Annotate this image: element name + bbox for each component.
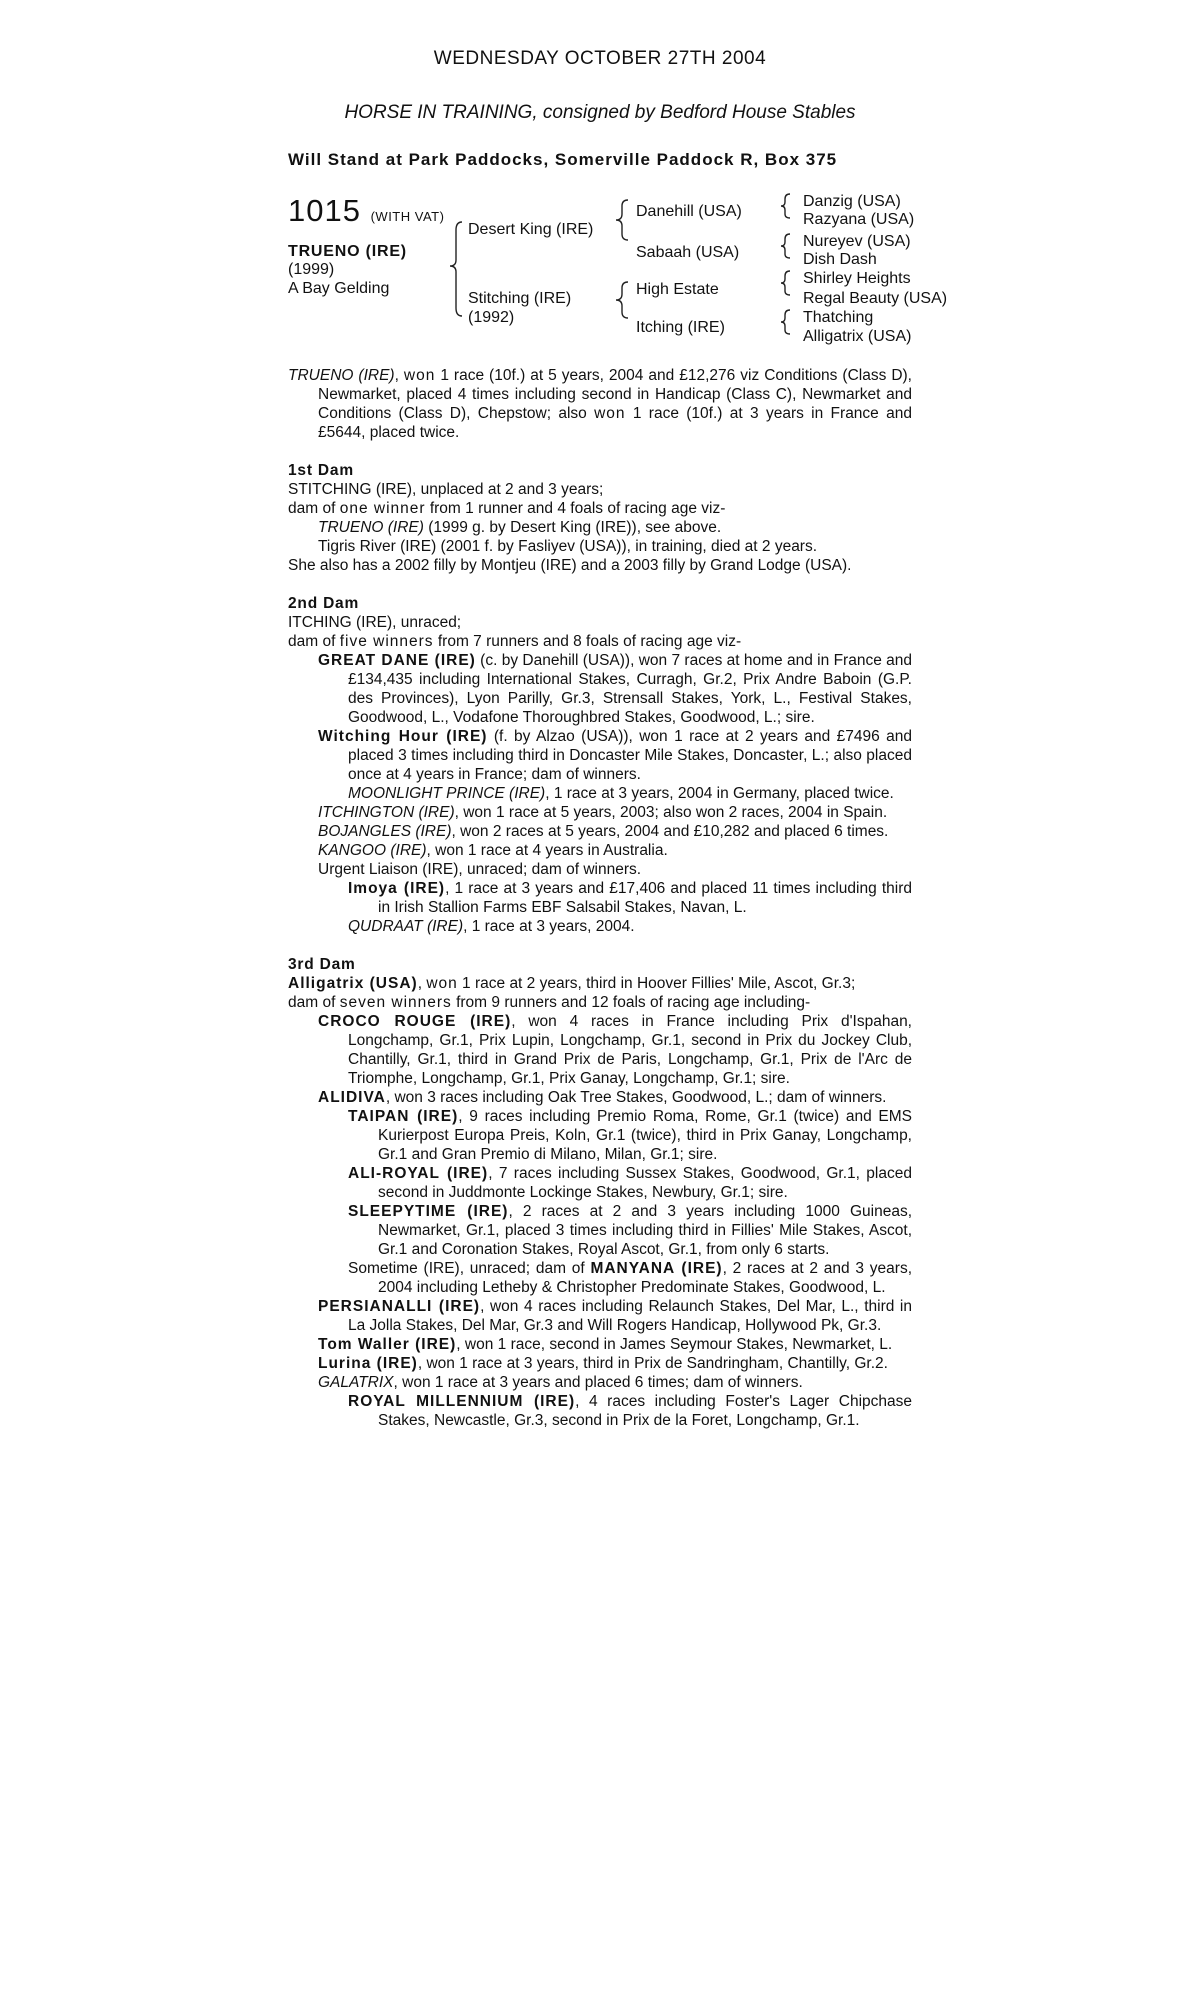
produce-witching-hour (288, 727, 912, 784)
text: , (417, 975, 427, 992)
horse-name: Imoya (IRE) (348, 880, 446, 897)
horse-name: MANYANA (IRE) (590, 1260, 723, 1277)
text: 1 race at 2 years, third in Hoover Fillies' Mile, Ascot, Gr.3; (457, 975, 856, 992)
produce-great-dane (288, 651, 912, 727)
summary-horse: TRUENO (IRE) (288, 367, 395, 384)
produce-trueno (288, 518, 912, 537)
first-dam-other-foals: She also has a 2002 filly by Montjeu (IRE) and a 2003 filly by Grand Lodge (USA). (288, 557, 852, 574)
sale-date: WEDNESDAY OCTOBER 27TH 2004 (433, 48, 767, 69)
produce-tom-waller (288, 1335, 912, 1354)
horse-name: KANGOO (IRE) (318, 842, 427, 859)
horse-name: MOONLIGHT PRINCE (IRE) (348, 785, 546, 802)
pedigree-gen3-7: Thatching (803, 309, 874, 326)
horse-name: BOJANGLES (IRE) (318, 823, 452, 840)
pedigree-dam-dam: Itching (IRE) (636, 319, 725, 336)
text: , 2 races at 2 and 3 years, 2004 including Letheby & Christopher Predominate Stakes, Goodwood, L. (378, 1260, 913, 1296)
text: dam of (288, 994, 340, 1011)
text: , won 1 race at 3 years, third in Prix de Sandringham, Chantilly, Gr.2. (417, 1355, 888, 1372)
pedigree-gen3-5: Shirley Heights (803, 270, 911, 287)
text: , won 4 races including Relaunch Stakes, Del Mar, L., third in La Jolla Stakes, Del Mar, Gr.3 and Will Rogers Handicap, Hollywood Pk, Gr.3. (348, 1298, 912, 1334)
winners-count: five winners (339, 633, 434, 650)
summary-text-1: 1 race (10f.) at 5 years, 2004 and £12,276 viz Conditions (Class D), Newmarket, placed 4 times including second in Handicap (Class C), Newmarket and Conditions (Class D), Chepstow; also (318, 367, 912, 422)
text: , won 1 race at 3 years and placed 6 times; dam of winners. (393, 1374, 803, 1391)
horse-name: Alligatrix (USA) (288, 975, 418, 992)
won-label: won (403, 367, 436, 384)
produce-tigris-river: Tigris River (IRE) (2001 f. by Fasliyev (USA)), in training, died at 2 years. (318, 538, 818, 555)
horse-name: Lurina (IRE) (318, 1355, 418, 1372)
horse-name: GREAT DANE (IRE) (318, 652, 476, 669)
text: (1999 g. by Desert King (IRE)), see above. (423, 519, 722, 536)
produce-itchington (288, 803, 912, 822)
text: dam of (288, 500, 340, 517)
produce-imoya (288, 879, 912, 917)
text: , won 1 race, second in James Seymour Stakes, Newmarket, L. (456, 1336, 893, 1353)
produce-lurina (288, 1354, 912, 1373)
produce-alidiva (288, 1088, 912, 1107)
horse-description: A Bay Gelding (288, 280, 390, 297)
first-dam-line: STITCHING (IRE), unplaced at 2 and 3 years; (288, 481, 604, 498)
produce-sleepytime (288, 1202, 912, 1259)
pedigree-gen3-3: Nureyev (USA) (803, 233, 911, 250)
text: , won 1 race at 4 years in Australia. (426, 842, 668, 859)
horse-year: (1999) (288, 261, 335, 278)
text: , 1 race at 3 years, 2004 in Germany, placed twice. (545, 785, 894, 802)
pedigree-dam: Stitching (IRE) (468, 290, 572, 307)
produce-bojangles (288, 822, 912, 841)
summary-text-2: 1 race (10f.) at 3 years in France and £5644, placed twice. (318, 405, 912, 441)
produce-royal-millennium (288, 1392, 912, 1430)
winners-count: one winner (339, 500, 426, 517)
text: (c. by Danehill (USA)), won 7 races at home and in France and £134,435 including International Stakes, Curragh, Gr.2, Prix Andre Baboin (G.P. des Provinces), Lyon Parilly, Gr.3, Strensall Stakes, York, L., Festival Stakes, Goodwood, L., Vodafone Thoroughbred Stakes, Goodwood, L.; sire. (348, 652, 912, 726)
text: , 1 race at 3 years, 2004. (463, 918, 635, 935)
horse-name: ITCHINGTON (IRE) (318, 804, 455, 821)
text: , won 4 races in France including Prix d'Ispahan, Longchamp, Gr.1, Prix Lupin, Longchamp, Gr.1, second in Prix du Jockey Club, Chantilly, Gr.1, third in Grand Prix de Paris, Longchamp, Gr.1, Prix de l'Arc de Triomphe, Longchamp, Gr.1, Prix Ganay, Longchamp, Gr.1; sire. (348, 1013, 912, 1087)
horse-name: TRUENO (IRE) (318, 519, 424, 536)
pedigree-sire-dam: Sabaah (USA) (636, 244, 740, 261)
produce-persianalli (288, 1297, 912, 1335)
second-dam-section (288, 594, 912, 936)
pedigree-brackets-outer (780, 190, 800, 350)
text: Sometime (IRE), unraced; dam of (348, 1260, 591, 1277)
summary-paragraph: TRUENO (IRE), won 1 race (10f.) at 5 years, 2004 and £12,276 viz Conditions (Class D), Newmarket, placed 4 times including second in Handicap (Class C), Newmarket and Conditions (Class D), Chepstow; also won 1 race (10f.) at 3 years in France and £5644, placed twice. (288, 367, 912, 441)
third-dam-heading: 3rd Dam (288, 956, 356, 973)
horse-name: ROYAL MILLENNIUM (IRE) (348, 1393, 576, 1410)
pedigree-gen3-6: Regal Beauty (USA) (803, 290, 948, 307)
second-dam-heading: 2nd Dam (288, 595, 360, 612)
text: , 1 race at 3 years and £17,406 and placed 11 times including third in Irish Stallion Farms EBF Salsabil Stakes, Navan, L. (378, 880, 912, 916)
horse-name: PERSIANALLI (IRE) (318, 1298, 481, 1315)
produce-urgent-liaison: Urgent Liaison (IRE), unraced; dam of winners. (318, 861, 642, 878)
horse-name: Witching Hour (IRE) (318, 728, 488, 745)
horse-name: ALI-ROYAL (IRE) (348, 1165, 489, 1182)
lot-number: 1015 (288, 193, 361, 228)
text: dam of (288, 633, 340, 650)
horse-name: TRUENO (IRE) (288, 243, 407, 260)
text: , won 3 races including Oak Tree Stakes, Goodwood, L.; dam of winners. (385, 1089, 887, 1106)
race-summary (288, 366, 912, 442)
won-label-2: won (594, 405, 626, 422)
pedigree-dam-sire: High Estate (636, 281, 719, 298)
produce-moonlight-prince (288, 784, 912, 803)
second-dam-produce (288, 632, 912, 651)
pedigree-sire: Desert King (IRE) (468, 221, 594, 238)
third-dam-section (288, 955, 912, 1430)
produce-qudraat (288, 917, 912, 936)
consignment-line: HORSE IN TRAINING, consigned by Bedford House Stables (344, 102, 856, 123)
produce-kangoo (288, 841, 912, 860)
pedigree-gen3-2: Razyana (USA) (803, 211, 915, 228)
pedigree-gen3-4: Dish Dash (803, 251, 877, 268)
stand-location: Will Stand at Park Paddocks, Somerville Paddock R, Box 375 (288, 150, 838, 169)
horse-name: QUDRAAT (IRE) (348, 918, 464, 935)
horse-name: Tom Waller (IRE) (318, 1336, 457, 1353)
pedigree-dam-year: (1992) (468, 309, 515, 326)
text: (f. by Alzao (USA)), won 1 race at 2 years and £7496 and placed 3 times including third in Doncaster Mile Stakes, Doncaster, L.; also placed once at 4 years in France; dam of winners. (348, 728, 913, 783)
vat-note: (WITH VAT) (370, 209, 445, 224)
text: , 2 races at 2 and 3 years including 1000 Guineas, Newmarket, Gr.1, placed 3 times including third in Fillies' Mile Stakes, Ascot, Gr.1 and Coronation Stakes, Royal Ascot, Gr.1, from only 6 starts. (378, 1203, 913, 1258)
text: from 9 runners and 12 foals of racing age including- (451, 994, 811, 1011)
text: from 7 runners and 8 foals of racing age viz- (433, 633, 742, 650)
pedigree-sire-sire: Danehill (USA) (636, 203, 742, 220)
text: , 7 races including Sussex Stakes, Goodwood, Gr.1, placed second in Juddmonte Lockinge Stakes, Newbury, Gr.1; sire. (378, 1165, 912, 1201)
first-dam-section (288, 461, 912, 575)
first-dam-produce (288, 499, 912, 518)
pedigree-gen3-1: Danzig (USA) (803, 193, 901, 210)
pedigree-gen3-8: Alligatrix (USA) (803, 328, 912, 345)
third-dam-line (288, 974, 912, 993)
text: from 1 runner and 4 foals of racing age viz- (425, 500, 726, 517)
second-dam-line: ITCHING (IRE), unraced; (288, 614, 462, 631)
horse-name: CROCO ROUGE (IRE) (318, 1013, 512, 1030)
horse-name: TAIPAN (IRE) (348, 1108, 459, 1125)
horse-name: GALATRIX (318, 1374, 394, 1391)
produce-ali-royal (288, 1164, 912, 1202)
produce-taipan (288, 1107, 912, 1164)
text: , 4 races including Foster's Lager Chipchase Stakes, Newcastle, Gr.3, second in Prix de la Foret, Longchamp, Gr.1. (378, 1393, 912, 1429)
produce-galatrix (288, 1373, 912, 1392)
horse-name: SLEEPYTIME (IRE) (348, 1203, 509, 1220)
lot-number-block (288, 193, 444, 229)
text: , 9 races including Premio Roma, Rome, Gr.1 (twice) and EMS Kurierpost Europa Preis, Koln, Gr.1 (twice), third in Prix Ganay, Longchamp, Gr.1 and Gran Premio di Milano, Milan, Gr.1; sire. (378, 1108, 912, 1163)
horse-name: ALIDIVA (318, 1089, 386, 1106)
produce-croco-rouge (288, 1012, 912, 1088)
text: , won 2 races at 5 years, 2004 and £10,282 and placed 6 times. (451, 823, 889, 840)
third-dam-produce (288, 993, 912, 1012)
first-dam-heading: 1st Dam (288, 462, 354, 479)
produce-sometime (288, 1259, 912, 1297)
won-label: won (426, 975, 458, 992)
text: , won 1 race at 5 years, 2003; also won 2 races, 2004 in Spain. (454, 804, 888, 821)
winners-count: seven winners (339, 994, 452, 1011)
